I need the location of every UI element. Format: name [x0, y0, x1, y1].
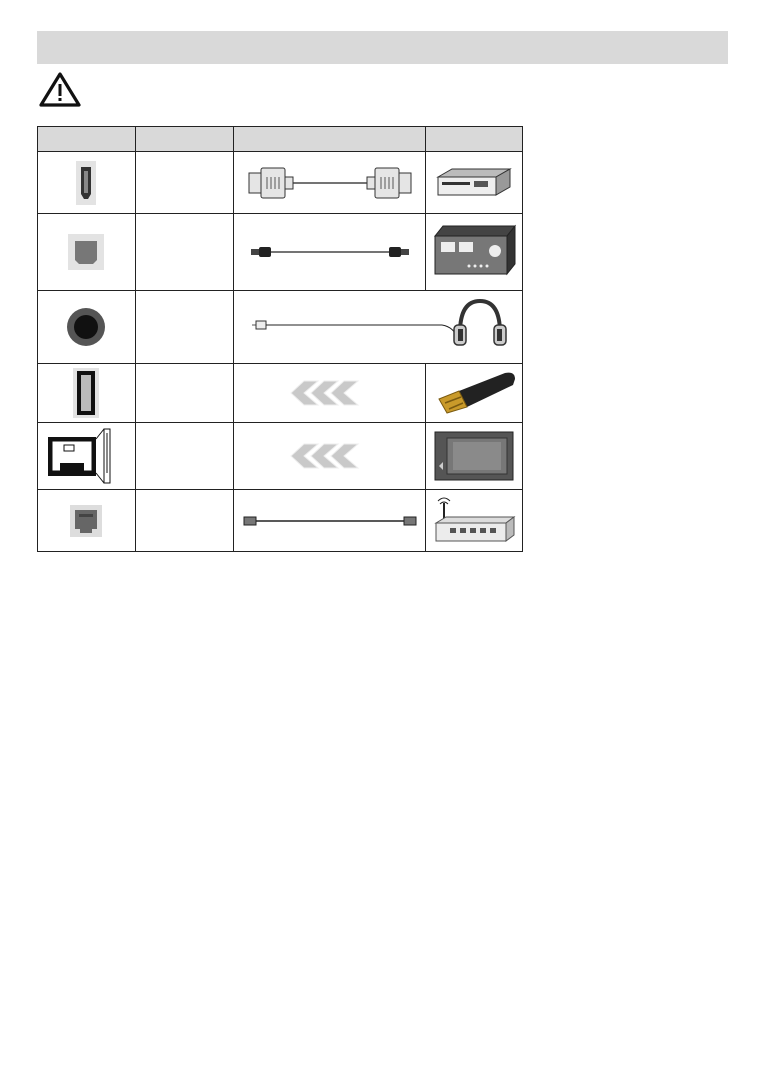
table-header-row — [38, 127, 523, 152]
audio-amplifier-icon — [431, 222, 517, 282]
row-label — [135, 490, 234, 552]
headphones-icon — [450, 295, 510, 355]
connections-table — [37, 126, 523, 552]
usb-stick-icon — [431, 369, 517, 417]
ethernet-port-icon — [70, 505, 102, 537]
table-row — [38, 152, 523, 214]
router-icon — [432, 495, 516, 547]
ci-slot-icon — [46, 427, 126, 485]
insert-arrows-icon — [290, 443, 370, 469]
insert-arrows-icon — [290, 380, 370, 406]
header-device — [426, 127, 523, 152]
blu-ray-player-icon — [434, 165, 514, 201]
table-row — [38, 291, 523, 364]
table-row — [38, 364, 523, 423]
header-connector — [38, 127, 136, 152]
hdmi-port-icon — [76, 161, 96, 205]
optical-cable-icon — [245, 242, 415, 262]
row-label — [135, 364, 234, 423]
row-label — [135, 152, 234, 214]
row-label — [135, 423, 234, 490]
header-type — [135, 127, 234, 152]
usb-port-icon — [73, 368, 99, 418]
table-row — [38, 490, 523, 552]
row-label — [135, 214, 234, 291]
header-cables — [234, 127, 426, 152]
ci-module-icon — [433, 430, 515, 482]
optical-port-icon — [68, 234, 104, 270]
table-row — [38, 423, 523, 490]
ethernet-cable-icon — [240, 513, 420, 529]
row-label — [135, 291, 234, 364]
headphone-jack-icon — [65, 306, 107, 348]
section-header-bar — [37, 31, 728, 64]
table-row — [38, 214, 523, 291]
hdmi-cable-icon — [245, 162, 415, 204]
warning-triangle-icon — [38, 71, 82, 109]
